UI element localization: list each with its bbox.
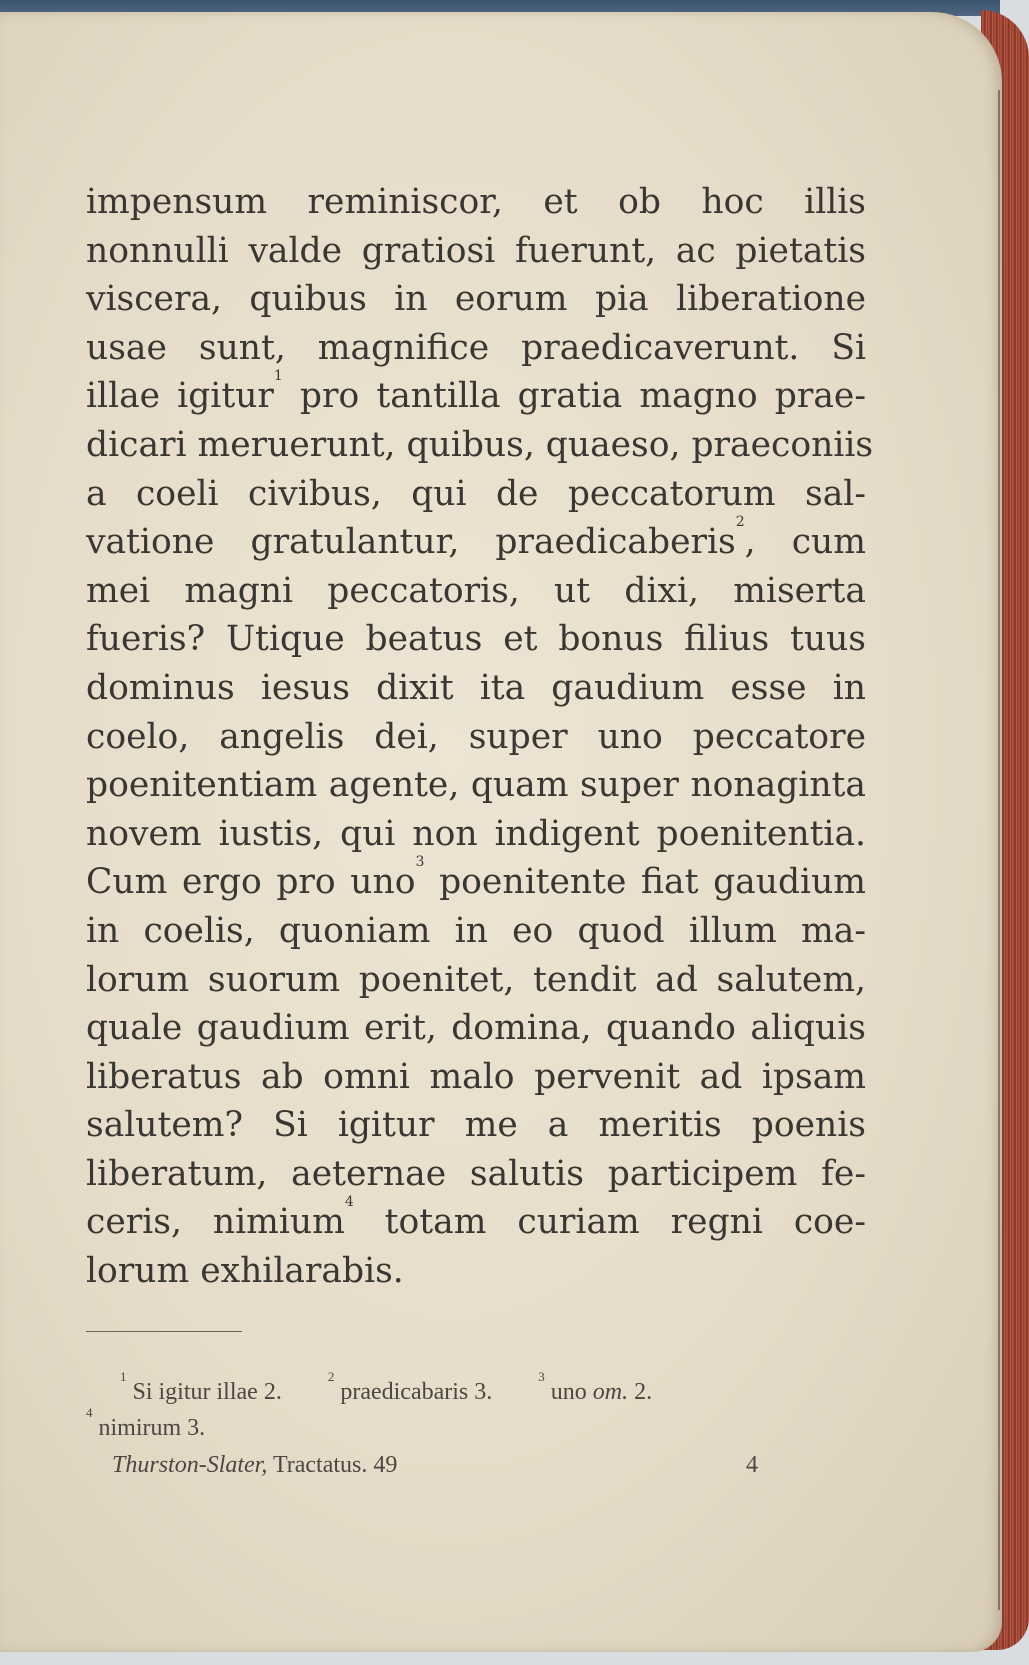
text-line: a coeli civibus, qui de peccatorum sal- — [86, 473, 866, 514]
footnote-marker: 2 — [735, 514, 745, 531]
footnote-marker: 4 — [344, 1194, 354, 1211]
footnotes — [86, 1369, 866, 1446]
text-line: nonnulli valde gratiosi fuerunt, ac pietatis — [86, 230, 866, 271]
signature-title: Tractatus. — [272, 1452, 368, 1478]
footnote-text: 2. — [628, 1379, 653, 1405]
text-line: coelo, angelis dei, super uno peccatore — [86, 716, 866, 757]
text-line — [86, 1194, 866, 1247]
text-segment: ceris, nimium — [86, 1202, 345, 1243]
text-line: liberatus ab omni malo pervenit ad ipsam — [86, 1056, 866, 1097]
text-line: mei magni peccatoris, ut dixi, miserta — [86, 570, 866, 611]
text-line — [86, 368, 866, 421]
main-text-block — [86, 178, 874, 1296]
signature-sheet-number: 4 — [746, 1452, 758, 1478]
text-line: lorum suorum poenitet, tendit ad salutem, — [86, 959, 866, 1000]
footnote-number: 3 — [538, 1369, 545, 1384]
footnote-number: 2 — [327, 1369, 335, 1384]
footnote-4 — [86, 1405, 206, 1446]
text-segment: totam curiam regni coe- — [353, 1202, 866, 1243]
footnote-text: nimirum 3. — [98, 1415, 206, 1441]
text-line: novem iustis, qui non indigent poenitentia. — [86, 813, 866, 854]
footnote-text: praedicabaris 3. — [340, 1379, 493, 1405]
text-line: salutem? Si igitur me a meritis poenis — [86, 1105, 866, 1146]
text-line — [86, 514, 866, 567]
footnote-number: 4 — [86, 1405, 93, 1420]
text-line: dicari meruerunt, quibus, quaeso, praeconiis — [86, 424, 874, 465]
text-line: fueris? Utique beatus et bonus filius tuus — [86, 619, 866, 660]
text-segment: , cum — [744, 522, 866, 563]
footnote-1 — [120, 1369, 282, 1410]
footnote-number: 1 — [120, 1369, 127, 1384]
text-segment: Cum ergo pro uno — [86, 862, 416, 903]
signature-page: 49 — [373, 1452, 398, 1478]
footnote-2 — [327, 1369, 493, 1410]
text-line: quale gaudium erit, domina, quando aliquis — [86, 1008, 866, 1049]
footnote-text: Si igitur illae 2. — [132, 1379, 282, 1405]
text-segment: illae igitur — [86, 376, 274, 417]
footnote-abbrev: om. — [592, 1379, 629, 1405]
text-line: usae sunt, magnifice praedicaverunt. Si — [86, 327, 866, 368]
text-line: dominus iesus dixit ita gaudium esse in — [86, 667, 866, 708]
footnote-text: uno — [550, 1379, 593, 1405]
page-edge-shadow — [998, 90, 1000, 1610]
footnote-marker: 1 — [273, 368, 283, 385]
signature-author: Thurston-Slater, — [112, 1452, 268, 1478]
printer-signature-line — [112, 1452, 772, 1479]
footnote-3 — [538, 1369, 653, 1410]
text-line: liberatum, aeternae salutis participem fe- — [86, 1153, 866, 1194]
text-segment: vatione gratulantur, praedicaberis — [86, 522, 736, 563]
footnote-row-1 — [86, 1369, 866, 1410]
text-line: viscera, quibus in eorum pia liberatione — [86, 279, 866, 320]
text-segment: pro tantilla gratia magno prae- — [282, 376, 866, 417]
text-line: in coelis, quoniam in eo quod illum ma- — [86, 910, 866, 951]
text-segment: poenitente fiat gaudium — [424, 862, 866, 903]
text-line: impensum reminiscor, et ob hoc illis — [86, 182, 866, 222]
footnote-rule — [86, 1331, 242, 1332]
text-line — [86, 854, 866, 907]
footnote-row-2 — [86, 1405, 866, 1446]
footnote-marker: 3 — [415, 854, 425, 871]
text-line: poenitentiam agente, quam super nonaginta — [86, 765, 866, 806]
text-line: lorum exhilarabis. — [86, 1251, 404, 1292]
